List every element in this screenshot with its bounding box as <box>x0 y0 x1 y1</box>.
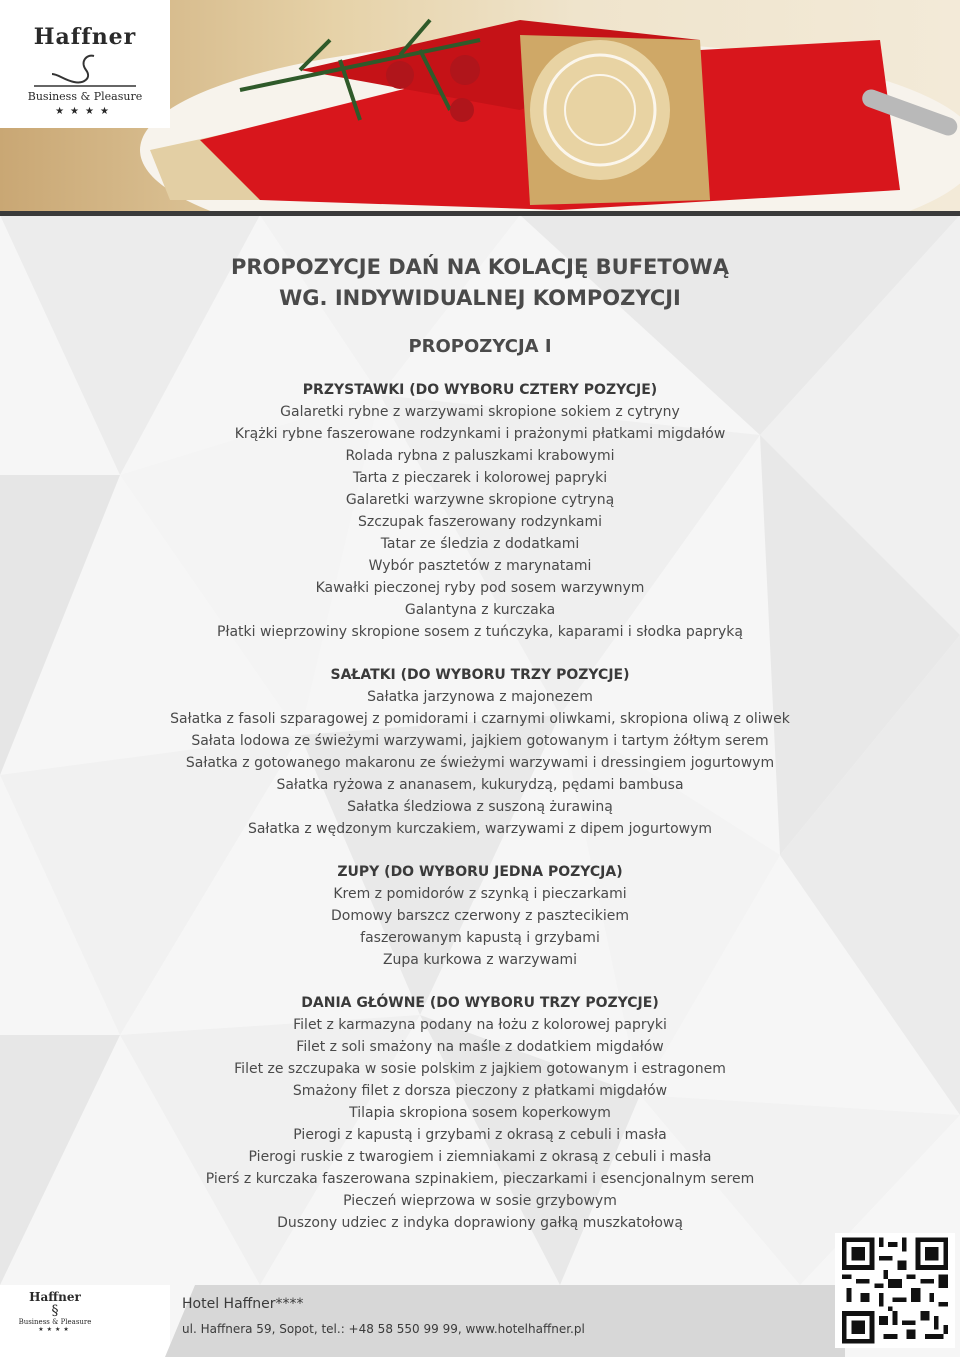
dish-item: Pierś z kurczaka faszerowana szpinakiem, pieczarkami i esencjonalnym serem <box>205 1171 755 1187</box>
dish-item: Pierogi ruskie z twarogiem i ziemniakami z okrasą z cebuli i masła <box>248 1149 712 1165</box>
dish-item: Galaretki warzywne skropione cytryną <box>345 492 615 508</box>
dish-item: Filet z soli smażony na maśle z dodatkiem migdałów <box>296 1039 664 1055</box>
dish-list <box>0 401 960 643</box>
dish-item: Sałatka śledziowa z suszoną żurawiną <box>347 799 613 815</box>
menu-content <box>0 252 960 1255</box>
page-title-line1: PROPOZYCJE DAŃ NA KOLACJĘ BUFETOWĄ <box>231 255 729 279</box>
dish-item: Tarta z pieczarek i kolorowej papryki <box>352 470 608 486</box>
footer-address: ul. Haffnera 59, Sopot, tel.: +48 58 550 99 99, www.hotelhaffner.pl <box>182 1322 585 1336</box>
dish-item: Kawałki pieczonej ryby pod sosem warzywnym <box>315 580 645 596</box>
dish-list <box>0 686 960 840</box>
section-heading: SAŁATKI (DO WYBORU TRZY POZYCJE) <box>330 667 630 683</box>
footer-logo <box>0 1290 110 1333</box>
brand-stars: ★★★★ <box>55 106 115 117</box>
header-divider <box>0 211 960 216</box>
dish-item: Wybór pasztetów z marynatami <box>368 558 592 574</box>
dish-item: Tatar ze śledzia z dodatkami <box>380 536 580 552</box>
dish-item: Sałatka jarzynowa z majonezem <box>367 689 593 705</box>
dish-item: faszerowanym kapustą i grzybami <box>360 930 600 946</box>
dish-item: Płatki wieprzowiny skropione sosem z tuńczyka, kaparami i słodka papryką <box>217 624 743 640</box>
dish-item: Krążki rybne faszerowane rodzynkami i prażonymi płatkami migdałów <box>234 426 726 442</box>
footer-hotel-name: Hotel Haffner**** <box>182 1296 304 1312</box>
dish-item: Rolada rybna z paluszkami krabowymi <box>345 448 615 464</box>
proposal-subtitle: PROPOZYCJA I <box>408 336 552 357</box>
section-soups <box>0 861 960 971</box>
section-heading: DANIA GŁÓWNE (DO WYBORU TRZY POZYCJE) <box>301 995 659 1011</box>
section-heading: PRZYSTAWKI (DO WYBORU CZTERY POZYCJE) <box>302 382 658 398</box>
swan-logo-icon <box>34 52 136 88</box>
dish-list <box>0 883 960 971</box>
dish-item: Tilapia skropiona sosem koperkowym <box>349 1105 611 1121</box>
dish-list <box>0 1014 960 1234</box>
dish-item: Szczupak faszerowany rodzynkami <box>358 514 602 530</box>
brand-tagline: Business & Pleasure <box>27 90 143 103</box>
dish-item: Pierogi z kapustą i grzybami z okrasą z cebuli i masła <box>293 1127 667 1143</box>
dish-item: Sałata lodowa ze świeżymi warzywami, jajkiem gotowanym i tartym żółtym serem <box>191 733 769 749</box>
dish-item: Sałatka z fasoli szparagowej z pomidorami i czarnymi oliwkami, skropiona oliwą z oliwek <box>170 711 790 727</box>
dish-item: Domowy barszcz czerwony z pasztecikiem <box>331 908 629 924</box>
dish-item: Sałatka ryżowa z ananasem, kukurydzą, pędami bambusa <box>276 777 684 793</box>
dish-item: Filet ze szczupaka w sosie polskim z jajkiem gotowanym i estragonem <box>234 1061 726 1077</box>
dish-item: Zupa kurkowa z warzywami <box>382 952 578 968</box>
dish-item: Sałatka z gotowanego makaronu ze świeżymi warzywami i dressingiem jogurtowym <box>185 755 775 771</box>
dish-item: Pieczeń wieprzowa w sosie grzybowym <box>343 1193 617 1209</box>
section-salads <box>0 664 960 840</box>
section-main-courses <box>0 992 960 1234</box>
footer-logo-tagline: Business & Pleasure <box>18 1318 92 1326</box>
dish-item: Filet z karmazyna podany na łożu z kolorowej papryki <box>293 1017 667 1033</box>
header-photo <box>0 0 960 212</box>
qr-code-icon <box>835 1233 955 1348</box>
page-title-line2: WG. INDYWIDUALNEJ KOMPOZYCJI <box>279 286 681 310</box>
section-heading: ZUPY (DO WYBORU JEDNA POZYCJA) <box>337 864 623 880</box>
footer-logo-name: Haffner <box>29 1290 81 1304</box>
footer-swan-icon: § <box>51 1303 59 1319</box>
dish-item: Smażony filet z dorsza pieczony z płatkami migdałów <box>292 1083 668 1099</box>
brand-logo <box>0 0 170 128</box>
dish-item: Galantyna z kurczaka <box>404 602 556 618</box>
dish-item: Krem z pomidorów z szynką i pieczarkami <box>333 886 627 902</box>
footer-logo-stars: ★★★★ <box>38 1326 72 1333</box>
section-appetizers <box>0 379 960 643</box>
dish-item: Duszony udziec z indyka doprawiony gałką muszkatołową <box>277 1215 683 1231</box>
brand-name: Haffner <box>33 24 137 50</box>
dish-item: Sałatka z wędzonym kurczakiem, warzywami z dipem jogurtowym <box>247 821 713 837</box>
dish-item: Galaretki rybne z warzywami skropione sokiem z cytryny <box>280 404 680 420</box>
